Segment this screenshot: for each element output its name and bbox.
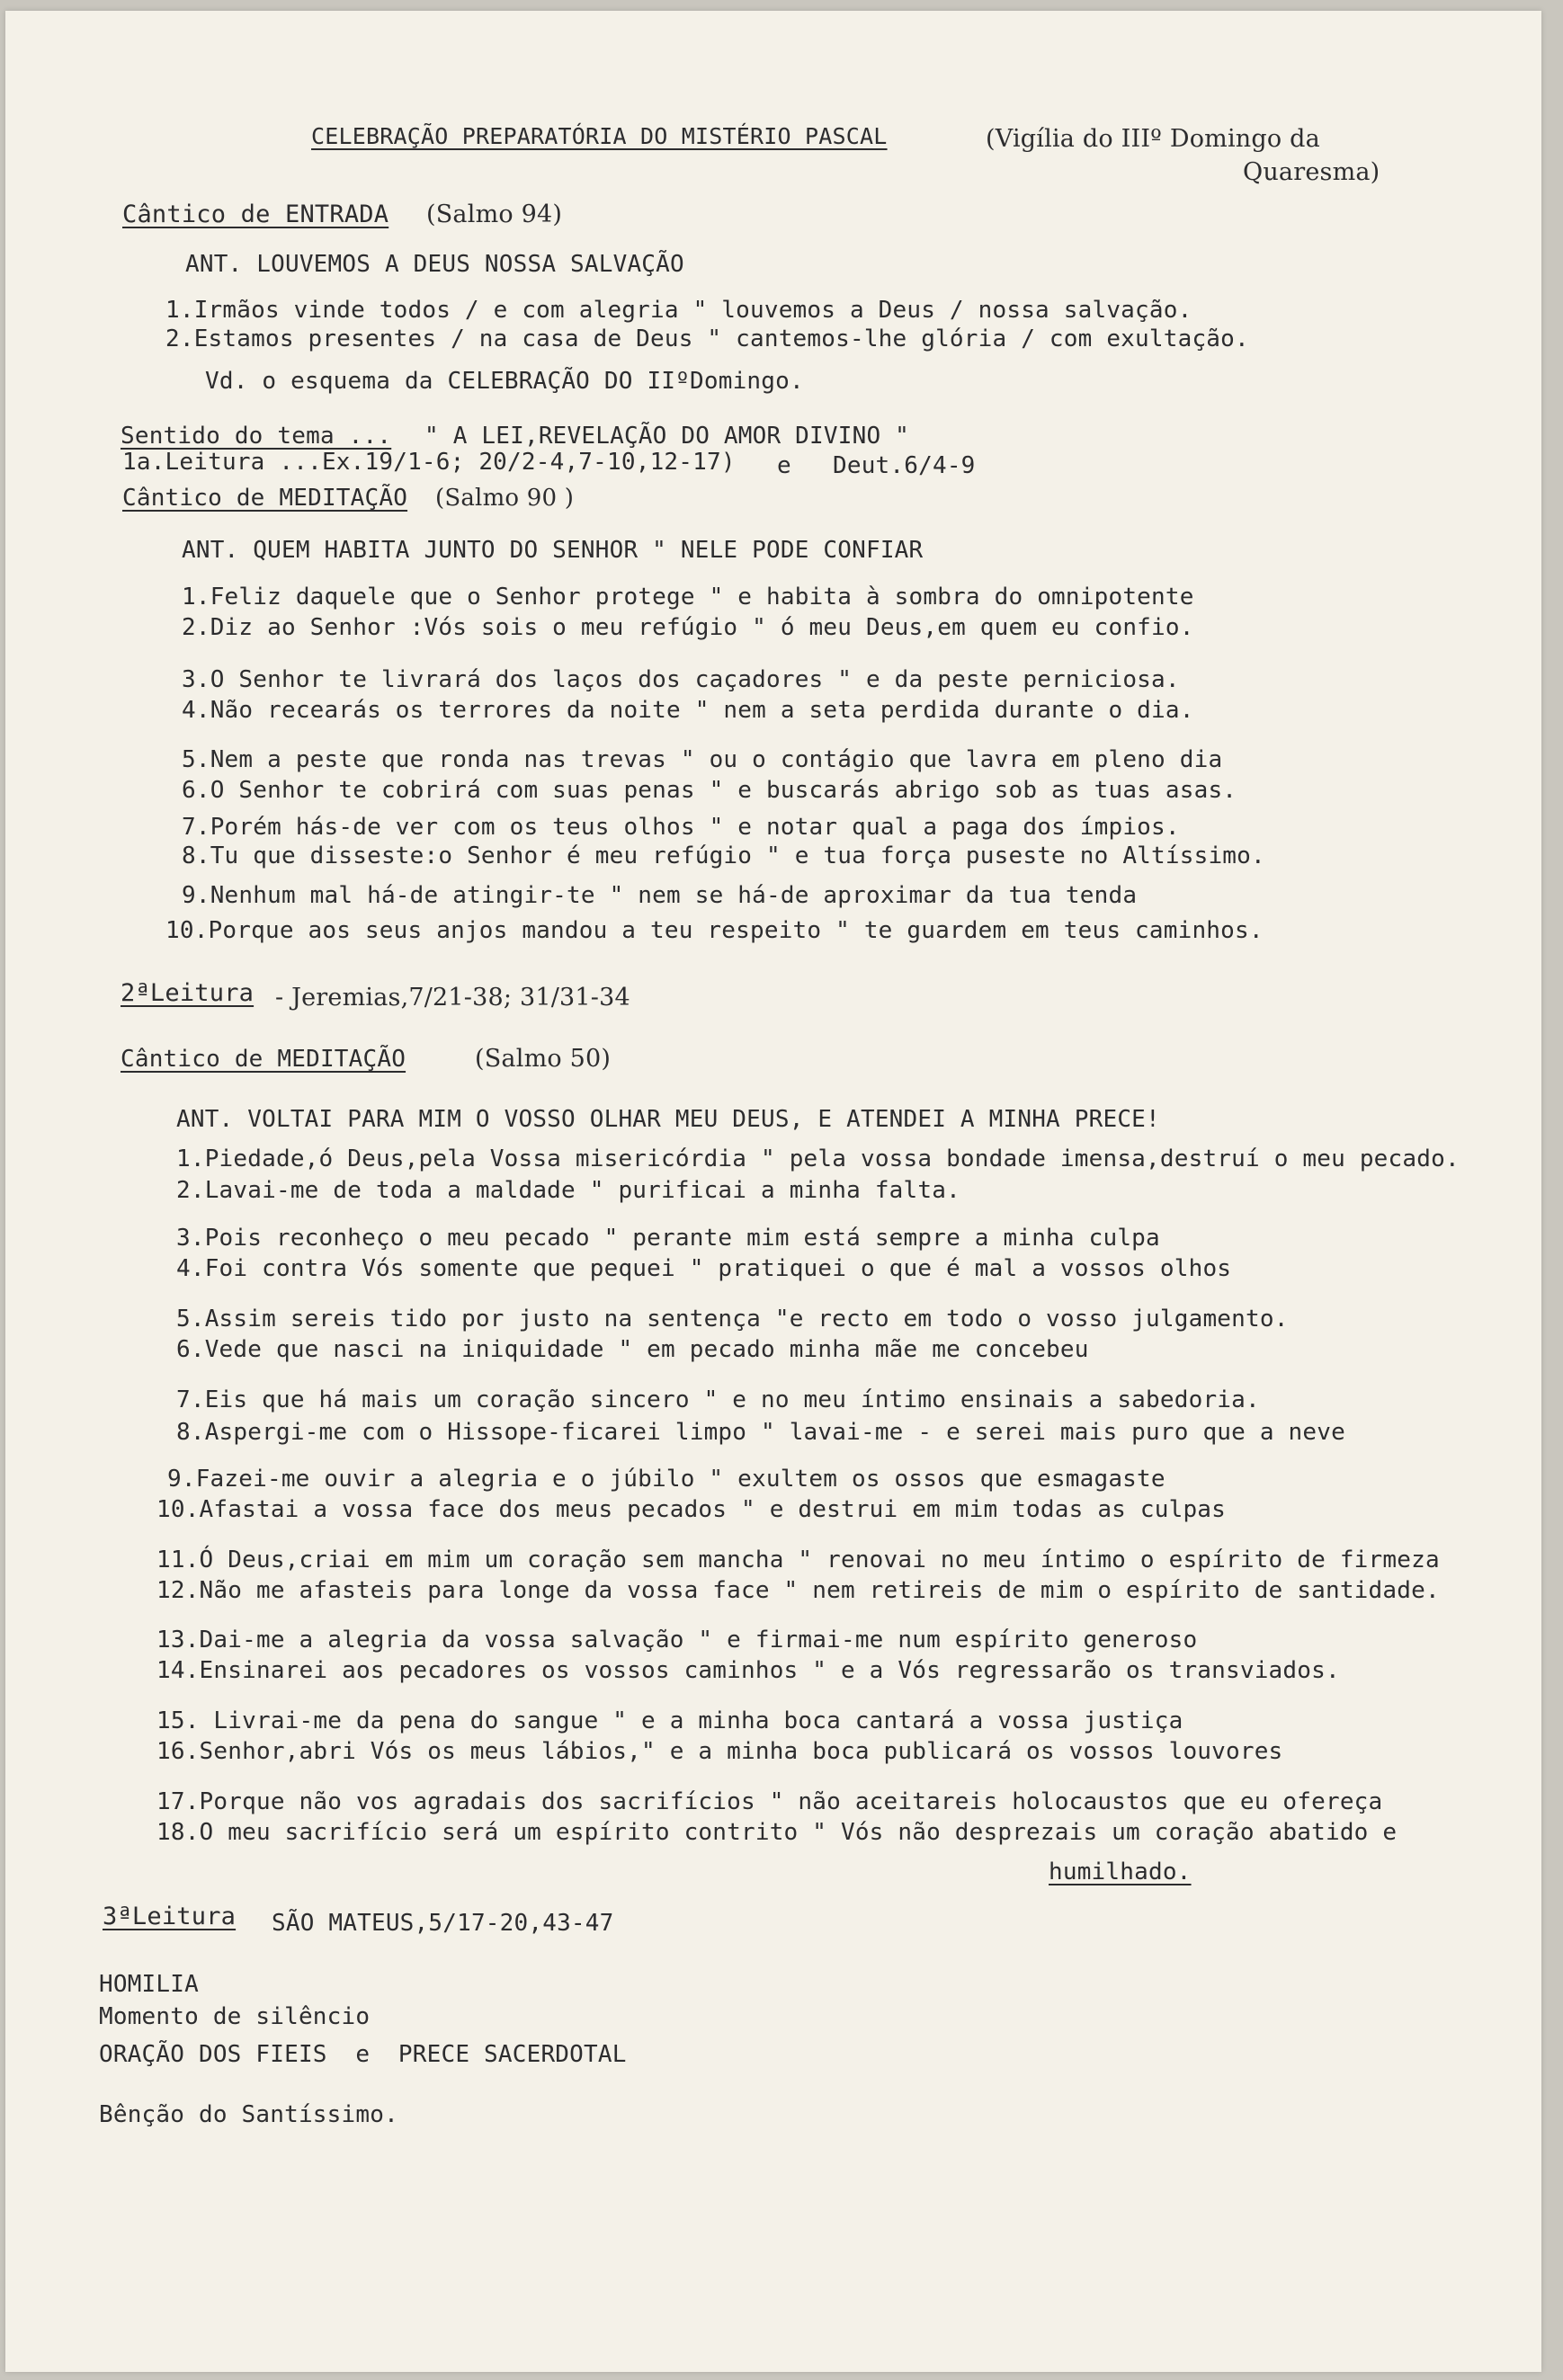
leitura-1-ref: Deut.6/4-9: [833, 452, 976, 479]
psalm-90-verse: 7.Porém hás-de ver com os teus olhos " e notar qual a paga dos ímpios.: [182, 814, 1180, 841]
document-page: [5, 11, 1541, 2372]
psalm-50-verse: 13.Dai-me a alegria da vossa salvação " e firmai-me num espírito generoso: [156, 1627, 1198, 1654]
document-title: CELEBRAÇÃO PREPARATÓRIA DO MISTÉRIO PASCAL: [311, 123, 888, 149]
psalm-50-verse: 1.Piedade,ó Deus,pela Vossa misericórdia " pela vossa bondade imensa,destruí o meu pecado.: [176, 1145, 1460, 1172]
psalm-90-verse: 8.Tu que disseste:o Senhor é meu refúgio " e tua força puseste no Altíssimo.: [182, 842, 1265, 869]
tema-label: Sentido do tema ...: [121, 423, 392, 450]
psalm-90-verse: 1.Feliz daquele que o Senhor protege " e habita à sombra do omnipotente: [182, 584, 1194, 611]
psalm-50-verse: 10.Afastai a vossa face dos meus pecados " e destrui em mim todas as culpas: [156, 1496, 1226, 1523]
psalm-50-verse: 3.Pois reconheço o meu pecado " perante mim está sempre a minha culpa: [176, 1225, 1160, 1252]
occasion-line-1: (Vigília do IIIº Domingo da: [986, 125, 1320, 153]
psalm-90-verse: 3.O Senhor te livrará dos laços dos caçadores " e da peste perniciosa.: [182, 666, 1180, 693]
leitura-3-label: 3ªLeitura: [103, 1903, 237, 1930]
tema-text: " A LEI,REVELAÇÃO DO AMOR DIVINO ": [424, 423, 910, 450]
psalm-50-verse: 4.Foi contra Vós somente que pequei " pratiquei o que é mal a vossos olhos: [176, 1255, 1232, 1282]
psalm-50-verse: 6.Vede que nasci na iniquidade " em pecado minha mãe me concebeu: [176, 1336, 1089, 1363]
psalm-50-verse: 9.Fazei-me ouvir a alegria e o júbilo " exultem os ossos que esmagaste: [167, 1466, 1166, 1493]
psalm-50-verse: 16.Senhor,abri Vós os meus lábios," e a minha boca publicará os vossos louvores: [156, 1738, 1283, 1765]
psalm-50-verse: 18.O meu sacrifício será um espírito contrito " Vós não desprezais um coração abatido e: [156, 1819, 1398, 1846]
psalm-90-verse: 2.Diz ao Senhor :Vós sois o meu refúgio " ó meu Deus,em quem eu confio.: [182, 614, 1194, 641]
entrada-verse-1: 1.Irmãos vinde todos / e com alegria " louvemos a Deus / nossa salvação.: [165, 297, 1192, 324]
leitura-3-ref: SÃO MATEUS,5/17-20,43-47: [272, 1910, 614, 1937]
closing-silencio: Momento de silêncio: [99, 2003, 371, 2030]
meditacao-2-heading: Cântico de MEDITAÇÃO: [121, 1046, 406, 1073]
psalm-50-verse: 11.Ó Deus,criai em mim um coração sem mancha " renovai no meu íntimo o espírito de firmeza: [156, 1547, 1440, 1573]
entrada-heading: Cântico de ENTRADA: [122, 201, 389, 228]
meditacao-1-heading: Cântico de MEDITAÇÃO: [122, 485, 408, 512]
psalm-50-verse: 7.Eis que há mais um coração sincero " e no meu íntimo ensinais a sabedoria.: [176, 1386, 1260, 1413]
entrada-note: Vd. o esquema da CELEBRAÇÃO DO IIºDomingo.: [205, 368, 804, 395]
meditacao-1-antiphon: ANT. QUEM HABITA JUNTO DO SENHOR " NELE PODE CONFIAR: [182, 537, 924, 564]
leitura-2-ref: - Jeremias,7/21-38; 31/31-34: [275, 984, 630, 1012]
psalm-50-last-word: humilhado.: [1049, 1859, 1192, 1885]
leitura-1-text: 1a.Leitura ...Ex.19/1-6; 20/2-4,7-10,12-17): [122, 449, 736, 476]
closing-bencao: Bênção do Santíssimo.: [99, 2101, 398, 2128]
psalm-50-verse: 12.Não me afasteis para longe da vossa face " nem retireis de mim o espírito de santidade.: [156, 1577, 1440, 1604]
closing-homilia: HOMILIA: [99, 1971, 199, 1998]
psalm-50-verse: 14.Ensinarei aos pecadores os vossos caminhos " e a Vós regressarão os transviados.: [156, 1657, 1340, 1684]
psalm-50-verse: 17.Porque não vos agradais dos sacrifícios " não aceitareis holocaustos que eu ofereça: [156, 1788, 1383, 1815]
meditacao-1-psalm: (Salmo 90 ): [435, 485, 575, 512]
psalm-50-verse: 8.Aspergi-me com o Hissope-ficarei limpo " lavai-me - e serei mais puro que a neve: [176, 1419, 1345, 1446]
psalm-90-verse: 4.Não recearás os terrores da noite " nem a seta perdida durante o dia.: [182, 697, 1194, 724]
meditacao-2-antiphon: ANT. VOLTAI PARA MIM O VOSSO OLHAR MEU DEUS, E ATENDEI A MINHA PRECE!: [176, 1106, 1160, 1133]
psalm-50-verse: 5.Assim sereis tido por justo na sentença "e recto em todo o vosso julgamento.: [176, 1306, 1289, 1333]
meditacao-2-psalm: (Salmo 50): [475, 1045, 612, 1073]
psalm-50-verse: 2.Lavai-me de toda a maldade " purificai a minha falta.: [176, 1177, 960, 1204]
psalm-90-verse: 10.Porque aos seus anjos mandou a teu respeito " te guardem em teus caminhos.: [165, 917, 1264, 944]
entrada-antiphon: ANT. LOUVEMOS A DEUS NOSSA SALVAÇÃO: [185, 251, 684, 278]
entrada-psalm: (Salmo 94): [426, 201, 563, 228]
psalm-90-verse: 9.Nenhum mal há-de atingir-te " nem se há-de aproximar da tua tenda: [182, 882, 1138, 909]
psalm-90-verse: 5.Nem a peste que ronda nas trevas " ou o contágio que lavra em pleno dia: [182, 746, 1223, 773]
psalm-90-verse: 6.O Senhor te cobrirá com suas penas " e buscarás abrigo sob as tuas asas.: [182, 777, 1237, 804]
leitura-2-label: 2ªLeitura: [121, 979, 255, 1007]
psalm-50-verse: 15. Livrai-me da pena do sangue " e a minha boca cantará a vossa justiça: [156, 1707, 1183, 1734]
occasion-line-2: Quaresma): [1243, 158, 1380, 186]
closing-oracao: ORAÇÃO DOS FIEIS e PRECE SACERDOTAL: [99, 2041, 627, 2068]
entrada-verse-2: 2.Estamos presentes / na casa de Deus " cantemos-lhe glória / com exultação.: [165, 325, 1249, 352]
leitura-1-conj: e: [777, 452, 791, 479]
